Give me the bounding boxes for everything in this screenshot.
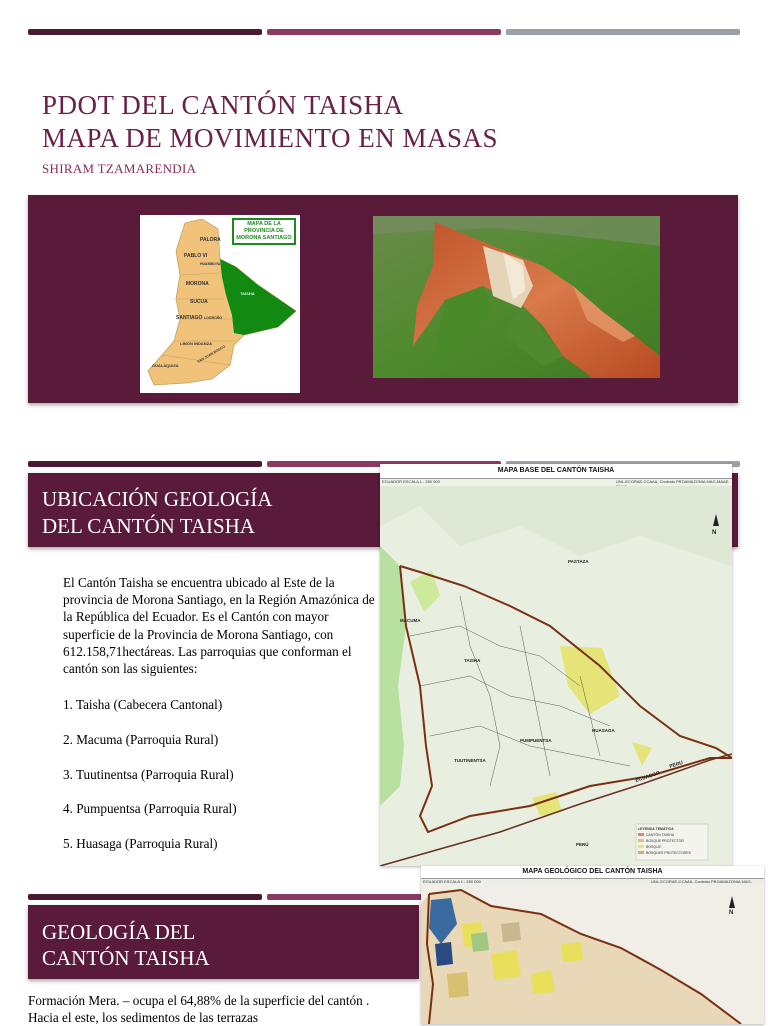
geologic-map-subheader-right: UNL-ECORAE-CCAAA, Contrato PROAMAZONIA MAG- [651, 879, 752, 884]
base-map-title: MAPA BASE DEL CANTÓN TAISHA [380, 464, 732, 479]
geologic-map-title: MAPA GEOLÓGICO DEL CANTÓN TAISHA [421, 866, 764, 879]
label-gualaquiza: GUALAQUIZA [152, 363, 179, 368]
map-label-pumpuentsa: PUMPUENTSA [520, 738, 552, 743]
north-arrow-geologic: N [729, 910, 734, 916]
map-legend-title: LEYENDA TEMÁTICA [638, 827, 674, 831]
north-arrow-base: N [712, 530, 717, 536]
label-huamboya: HUAMBOYA [200, 262, 221, 266]
parish-item-5: 5. Huasaga (Parroquia Rural) [63, 836, 218, 851]
landslide-photo [373, 216, 660, 378]
author-name: SHIRAM TZAMARENDIA [42, 161, 197, 176]
slide3-stripe-dark [28, 894, 262, 900]
label-pablo-vi: PABLO VI [184, 253, 208, 259]
parish-item-4: 4. Pumpuentsa (Parroquia Rural) [63, 801, 237, 816]
map-label-huasaga: HUASAGA [592, 728, 615, 733]
heading3-line2: CANTÓN TAISHA [42, 946, 210, 970]
parish-item-3: 3. Tuutinentsa (Parroquia Rural) [63, 767, 234, 782]
map-label-taisha: TAISHA [464, 658, 481, 663]
province-map-legend: MAPA DE LA PROVINCIA DE MORONA SANTIAGO [232, 218, 296, 245]
map-label-ecuador: ECUADOR [634, 770, 661, 784]
top-stripe-pink [267, 29, 501, 35]
label-morona: MORONA [186, 281, 209, 287]
label-limon-indanza: LIMON INDANZA [180, 341, 212, 346]
label-taisha: TAISHA [240, 291, 255, 296]
map-label-macuma: MACUMA [400, 618, 421, 623]
ubicacion-paragraph: El Cantón Taisha se encuentra ubicado al Este de la provincia de Morona Santiago, en la Región Amazónica de la República del Ecuador. Es el Cantón con mayor superficie de la Provincia de Morona Santiago, con 612.158,71hectáreas. Las parroquias que conforman el cantón son las siguientes: [63, 575, 375, 677]
parish-item-1: 1. Taisha (Cabecera Cantonal) [63, 697, 223, 712]
geologic-map-taisha [421, 866, 764, 1024]
map-legend-item-4: BOSQUES PROTECTORES [646, 851, 691, 855]
geologia-paragraph: Formación Mera. – ocupa el 64,88% de la superficie del cantón . Hacia el este, los sedimentos de las terrazas [28, 993, 370, 1026]
heading-line1: UBICACIÓN GEOLOGÍA [42, 487, 273, 511]
slide-title-line1: PDOT DEL CANTÓN TAISHA [42, 90, 404, 120]
map-legend-item-1: CANTÓN TAISHA [646, 833, 675, 837]
map-label-tuutinentsa: TUUTINENTSA [454, 758, 486, 763]
map-legend-item-3: BOSQUE [646, 845, 661, 849]
label-san-juan-bosco: SAN JUAN BOSCO [196, 344, 226, 364]
geologic-map-subheader-left: ECUADOR ESCALA 1 : 250 000 [423, 879, 481, 884]
top-stripe-dark [28, 29, 262, 35]
label-palora: PALORA [200, 237, 221, 243]
label-sucua: SUCUA [190, 299, 208, 305]
base-map-subheader-left: ECUADOR ESCALA 1 : 250 000 [382, 479, 440, 484]
top-stripe-gray [506, 29, 740, 35]
section-heading-geologia [28, 905, 419, 979]
label-santiago: SANTIAGO [176, 315, 203, 321]
heading-line2: DEL CANTÓN TAISHA [42, 514, 255, 538]
heading3-line1: GEOLOGÍA DEL [42, 920, 196, 944]
province-map [140, 215, 300, 393]
parish-item-2: 2. Macuma (Parroquia Rural) [63, 732, 219, 747]
map-legend-item-2: BOSQUE PROTECTOR [646, 839, 684, 843]
base-map-taisha [380, 464, 732, 866]
slide-title-line2: MAPA DE MOVIMIENTO EN MASAS [42, 123, 499, 153]
slide2-stripe-dark [28, 461, 262, 467]
map-label-peru-south: PERÚ [576, 842, 589, 847]
map-label-peru: PERU [668, 759, 684, 770]
base-map-subheader-right: UNL-ECORAE-CCAAA, Contrato PROAMAZONIA MAG-MAAE- [616, 479, 730, 484]
label-logrono: LOGROÑO [204, 316, 223, 320]
map-label-pastaza: PASTAZA [568, 559, 589, 564]
